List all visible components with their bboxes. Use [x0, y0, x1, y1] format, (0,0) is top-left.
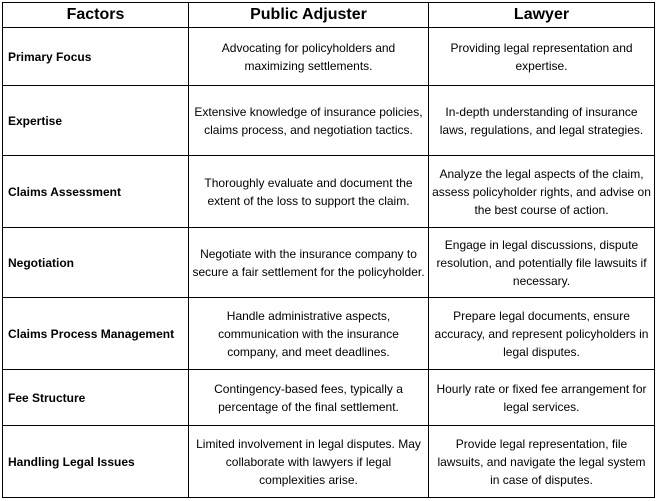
- public-adjuster-cell: Limited involvement in legal disputes. May collaborate with lawyers if legal complexities arise.: [189, 426, 429, 498]
- public-adjuster-cell: Extensive knowledge of insurance policies, claims process, and negotiation tactics.: [189, 86, 429, 156]
- header-lawyer: Lawyer: [429, 3, 655, 28]
- lawyer-cell: Engage in legal discussions, dispute resolution, and potentially file lawsuits if necessary.: [429, 228, 655, 298]
- public-adjuster-cell: Contingency-based fees, typically a percentage of the final settlement.: [189, 370, 429, 426]
- factor-cell: Claims Assessment: [3, 156, 189, 228]
- factor-cell: Negotiation: [3, 228, 189, 298]
- table-row: [3, 28, 655, 86]
- table-row: [3, 426, 655, 498]
- public-adjuster-cell: Thoroughly evaluate and document the extent of the loss to support the claim.: [189, 156, 429, 228]
- comparison-table: [2, 2, 655, 498]
- public-adjuster-cell: Handle administrative aspects, communication with the insurance company, and meet deadlines.: [189, 298, 429, 370]
- public-adjuster-cell: Negotiate with the insurance company to secure a fair settlement for the policyholder.: [189, 228, 429, 298]
- table-row: [3, 156, 655, 228]
- lawyer-cell: Prepare legal documents, ensure accuracy, and represent policyholders in legal disputes.: [429, 298, 655, 370]
- table-row: [3, 298, 655, 370]
- factor-cell: Fee Structure: [3, 370, 189, 426]
- factor-cell: Claims Process Management: [3, 298, 189, 370]
- factor-cell: Expertise: [3, 86, 189, 156]
- public-adjuster-cell: Advocating for policyholders and maximizing settlements.: [189, 28, 429, 86]
- header-row: [3, 3, 655, 28]
- factor-cell: Primary Focus: [3, 28, 189, 86]
- lawyer-cell: Hourly rate or fixed fee arrangement for legal services.: [429, 370, 655, 426]
- table-row: [3, 228, 655, 298]
- lawyer-cell: Providing legal representation and expertise.: [429, 28, 655, 86]
- lawyer-cell: Provide legal representation, file lawsuits, and navigate the legal system in case of disputes.: [429, 426, 655, 498]
- factor-cell: Handling Legal Issues: [3, 426, 189, 498]
- table-row: [3, 370, 655, 426]
- lawyer-cell: In-depth understanding of insurance laws, regulations, and legal strategies.: [429, 86, 655, 156]
- header-factors: Factors: [3, 3, 189, 28]
- table-row: [3, 86, 655, 156]
- header-public-adjuster: Public Adjuster: [189, 3, 429, 28]
- lawyer-cell: Analyze the legal aspects of the claim, assess policyholder rights, and advise on the best course of action.: [429, 156, 655, 228]
